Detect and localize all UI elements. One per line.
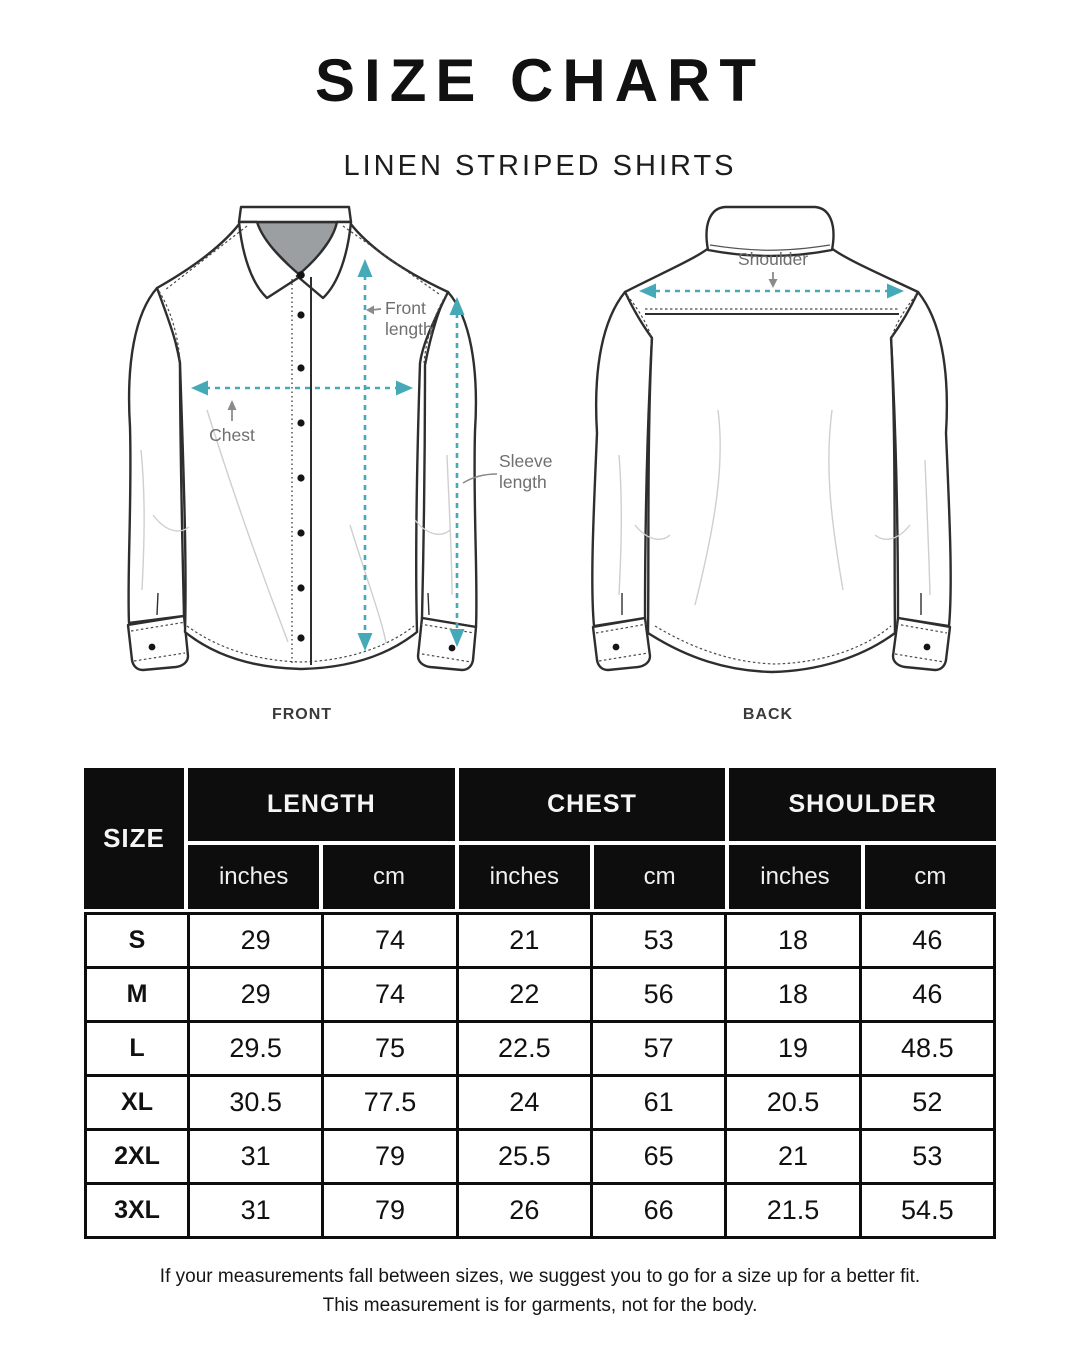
header-shoulder-cm: cm: [865, 845, 996, 909]
value-cell: 18: [727, 969, 858, 1020]
back-left-cuff: [593, 618, 650, 670]
back-body: [625, 247, 918, 672]
value-cell: 25.5: [459, 1131, 590, 1182]
value-cell: 79: [324, 1131, 455, 1182]
value-cell: 46: [862, 915, 993, 966]
header-length-cm: cm: [323, 845, 454, 909]
header-length-inches: inches: [188, 845, 319, 909]
value-cell: 29: [190, 969, 321, 1020]
back-right-cuff: [893, 618, 950, 670]
value-cell: 19: [727, 1023, 858, 1074]
value-cell: 48.5: [862, 1023, 993, 1074]
value-cell: 21: [459, 915, 590, 966]
value-cell: 31: [190, 1185, 321, 1236]
size-cell: M: [87, 969, 187, 1020]
sleeve-length-label-line1: Sleeve: [499, 451, 553, 471]
front-length-label-line1: Front: [385, 298, 426, 318]
front-left-cuff: [128, 616, 188, 670]
footer-note-line1: If your measurements fall between sizes, we suggest you to go for a size up for a better fit.: [159, 1266, 921, 1287]
value-cell: 21.5: [727, 1185, 858, 1236]
front-right-cuff: [418, 618, 476, 670]
value-cell: 54.5: [862, 1185, 993, 1236]
front-shirt-diagram: [95, 195, 553, 705]
size-cell: XL: [87, 1077, 187, 1128]
value-cell: 26: [459, 1185, 590, 1236]
size-cell: 2XL: [87, 1131, 187, 1182]
header-chest: CHEST: [459, 768, 726, 841]
size-cell: L: [87, 1023, 187, 1074]
value-cell: 31: [190, 1131, 321, 1182]
header-chest-cm: cm: [594, 845, 725, 909]
shoulder-label: Shoulder: [737, 249, 809, 269]
size-table-body: [84, 912, 996, 1239]
page-subtitle: LINEN STRIPED SHIRTS: [343, 150, 737, 182]
value-cell: 74: [324, 969, 455, 1020]
value-cell: 29.5: [190, 1023, 321, 1074]
size-cell: 3XL: [87, 1185, 187, 1236]
front-collar-band: [239, 207, 351, 222]
value-cell: 74: [324, 915, 455, 966]
back-right-sleeve: [891, 292, 951, 626]
value-cell: 22: [459, 969, 590, 1020]
value-cell: 65: [593, 1131, 724, 1182]
header-shoulder-inches: inches: [729, 845, 860, 909]
value-cell: 56: [593, 969, 724, 1020]
chest-label: Chest: [209, 425, 255, 445]
front-right-sleeve: [422, 292, 476, 627]
header-shoulder: SHOULDER: [729, 768, 996, 841]
size-table: [84, 768, 996, 1239]
value-cell: 75: [324, 1023, 455, 1074]
back-shirt-diagram: [575, 195, 1015, 705]
back-caption: BACK: [742, 706, 794, 723]
value-cell: 53: [862, 1131, 993, 1182]
value-cell: 24: [459, 1077, 590, 1128]
footer-note-line2: This measurement is for garments, not for the body.: [322, 1295, 758, 1316]
back-shirt-outline: [592, 207, 950, 672]
size-cell: S: [87, 915, 187, 966]
value-cell: 46: [862, 969, 993, 1020]
value-cell: 53: [593, 915, 724, 966]
header-chest-inches: inches: [459, 845, 590, 909]
value-cell: 77.5: [324, 1077, 455, 1128]
value-cell: 22.5: [459, 1023, 590, 1074]
front-body: [157, 219, 448, 669]
value-cell: 66: [593, 1185, 724, 1236]
front-length-label-line2: length: [385, 319, 433, 339]
footer-note: [0, 1262, 1080, 1320]
value-cell: 57: [593, 1023, 724, 1074]
front-caption: FRONT: [271, 706, 333, 723]
value-cell: 30.5: [190, 1077, 321, 1128]
header-size: SIZE: [84, 768, 184, 909]
back-left-sleeve: [592, 292, 652, 626]
value-cell: 20.5: [727, 1077, 858, 1128]
value-cell: 29: [190, 915, 321, 966]
value-cell: 18: [727, 915, 858, 966]
value-cell: 61: [593, 1077, 724, 1128]
value-cell: 79: [324, 1185, 455, 1236]
size-table-header: [84, 768, 996, 909]
sleeve-length-label-line2: length: [499, 472, 547, 492]
value-cell: 21: [727, 1131, 858, 1182]
header-length: LENGTH: [188, 768, 455, 841]
page-title: SIZE CHART: [315, 47, 765, 114]
value-cell: 52: [862, 1077, 993, 1128]
